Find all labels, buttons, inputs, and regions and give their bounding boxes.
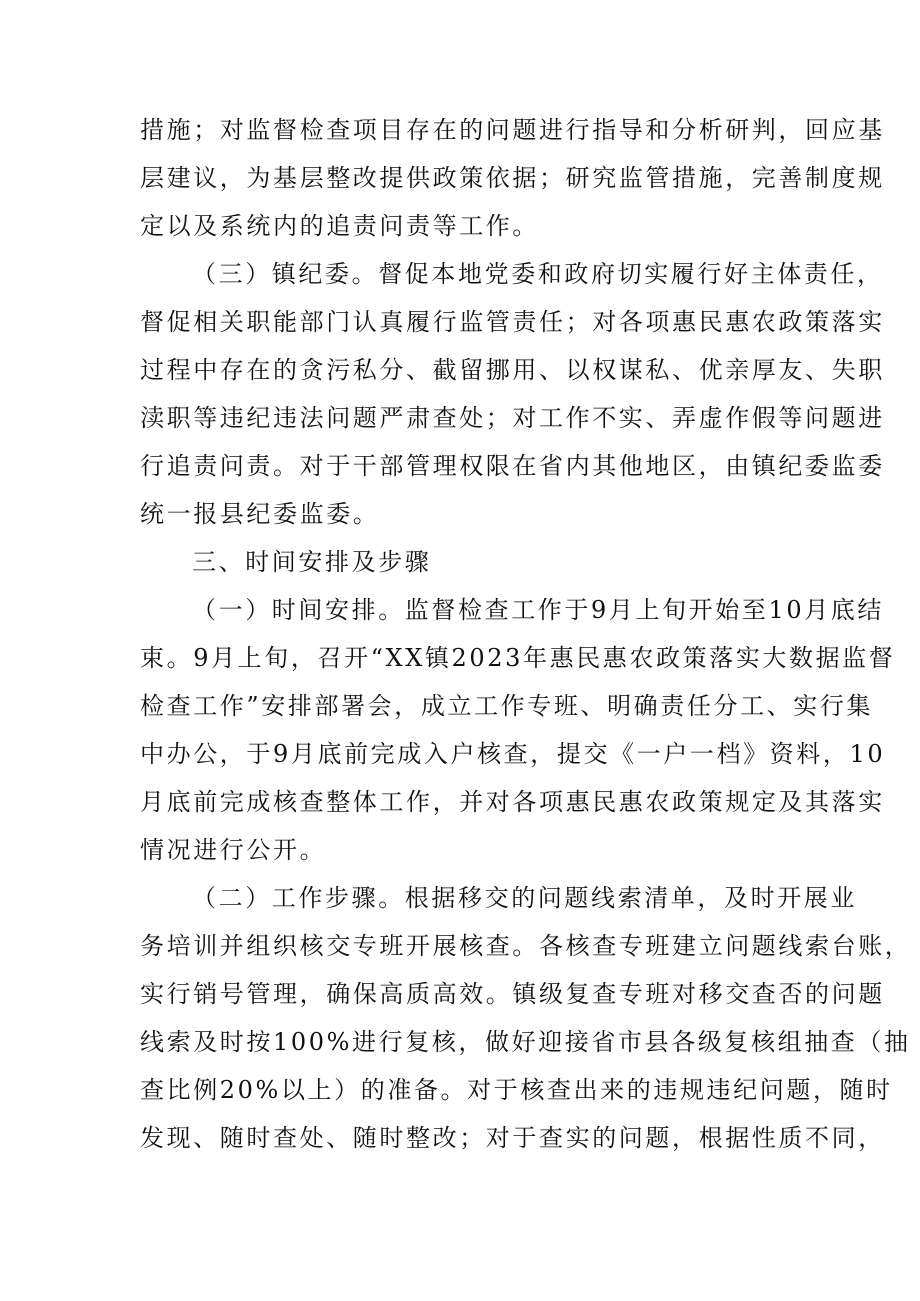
text-line: 统一报县纪委监委。: [140, 500, 380, 528]
text-line: （二）工作步骤。根据移交的问题线索清单，及时开展业: [192, 884, 857, 912]
text-line: 线索及时按100%进行复核，做好迎接省市县各级复核组抽查（抽: [140, 1028, 911, 1056]
text-line: 定以及系统内的追责问责等工作。: [140, 212, 539, 240]
paragraph-measures: [140, 106, 885, 250]
document-body: [140, 106, 912, 1162]
text-line: （一）时间安排。监督检查工作于9月上旬开始至10月底结: [192, 596, 885, 624]
paragraph-town-discipline-committee: [140, 250, 885, 538]
text-line: 行追责问责。对于干部管理权限在省内其他地区，由镇纪委监委: [140, 452, 885, 480]
text-line: （三）镇纪委。督促本地党委和政府切实履行好主体责任，: [192, 260, 884, 288]
text-line: 月底前完成核查整体工作，并对各项惠民惠农政策规定及其落实: [140, 788, 885, 816]
text-line: 务培训并组织核交专班开展核查。各核查专班建立问题线索台账，: [140, 932, 912, 960]
text-line: 查比例20%以上）的准备。对于核查出来的违规违纪问题，随时: [140, 1076, 893, 1104]
text-line: 检查工作”安排部署会，成立工作专班、明确责任分工、实行集: [140, 692, 874, 720]
text-line: 情况进行公开。: [140, 836, 327, 864]
text-line: 渎职等违纪违法问题严肃查处；对工作不实、弄虚作假等问题进: [140, 404, 885, 432]
section-heading-text: 三、时间安排及步骤: [192, 548, 432, 576]
text-line: 措施；对监督检查项目存在的问题进行指导和分析研判，回应基: [140, 116, 885, 144]
section-heading-schedule: [140, 538, 788, 586]
paragraph-time-arrangement: [140, 586, 896, 874]
text-line: 发现、随时查处、随时整改；对于查实的问题，根据性质不同，: [140, 1124, 885, 1152]
text-line: 实行销号管理，确保高质高效。镇级复查专班对移交查否的问题: [140, 980, 885, 1008]
text-line: 层建议，为基层整改提供政策依据；研究监管措施，完善制度规: [140, 164, 885, 192]
text-line: 督促相关职能部门认真履行监管责任；对各项惠民惠农政策落实: [140, 308, 885, 336]
text-line: 束。9月上旬，召开“XX镇2023年惠民惠农政策落实大数据监督: [140, 644, 896, 672]
paragraph-work-steps: [140, 874, 912, 1162]
text-line: 过程中存在的贪污私分、截留挪用、以权谋私、优亲厚友、失职: [140, 356, 885, 384]
text-line: 中办公，于9月底前完成入户核查，提交《一户一档》资料，10: [140, 740, 886, 768]
